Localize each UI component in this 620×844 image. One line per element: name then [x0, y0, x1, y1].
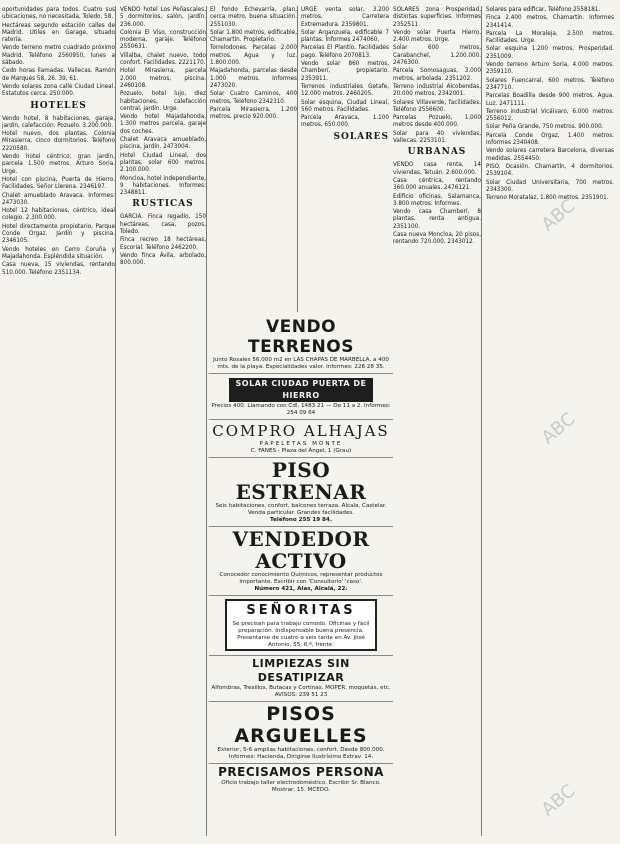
column-2-bottom-list: [120, 213, 206, 266]
ad-limpiezas: [209, 656, 393, 702]
classified-entry: Solar esquina, Ciudad Lineal, 560 metros. Facilidades.: [301, 98, 389, 113]
section-heading-solares: SOLARES: [333, 131, 389, 142]
ad-piso-estrenar-phone: Teléfono 255 19 84.: [270, 517, 332, 523]
classified-entry: Vendo hotel Majadahonda, 1.300 metros parcela, garaje dos coches.: [120, 113, 206, 135]
classified-entry: Parcela Somosaguas, 3.000 metros, arbolada. 2351202.: [393, 67, 481, 82]
ad-alhajas-text: C. FANES - Plaza del Ángel, 1 (Grau): [250, 448, 352, 454]
classified-column-3: [210, 6, 298, 312]
display-ads-block: [209, 316, 393, 796]
classified-column-4: [301, 6, 389, 312]
column-2-top-list: [120, 6, 206, 196]
watermark-stamp: ABC: [537, 195, 580, 236]
classified-entry: Solar Peña Grande, 750 metros. 900.000.: [486, 123, 604, 131]
classified-entry: Pozuelo, hotel lujo, diez habitaciones, calefacción central, jardín. Urge.: [120, 90, 206, 112]
classified-entry: Hotel 12 habitaciones, céntrico, ideal colegio. 2.300.000.: [2, 207, 115, 222]
ad-alhajas-title: COMPRO ALHAJAS: [212, 422, 390, 440]
ad-limpiezas-title: LIMPIEZAS SIN DESATIPIZAR: [252, 657, 350, 684]
classified-entry: Solar Arganzuela, edificable 7 plantas. Informes 2474060.: [301, 28, 389, 44]
classified-entry: Terreno industrial Alcobendas, 20.000 metros. 2342001.: [393, 82, 481, 98]
ad-vendedor-address: Número 421, Alas, Alcalá, 22.: [254, 586, 348, 592]
section-heading-urbanas: URBANAS: [407, 147, 467, 158]
classified-entry: SOLARES zona Prosperidad, distintas superficies. Informes 2352511.: [393, 6, 481, 28]
classified-entry: Parcela La Moraleja, 2.500 metros. Facilidades. Urge.: [486, 29, 614, 45]
classified-entry: Parcela Conde Orgaz, 1.400 metros. Informes 2340408.: [486, 131, 614, 147]
classified-entry: Parcelas Pozuelo, 1.000 metros desde 400.000.: [393, 114, 481, 129]
section-heading-hoteles: HOTELES: [30, 100, 87, 111]
classified-entry: Hotel Ciudad Lineal, dos plantas, solar 600 metros. 2.100.000.: [120, 151, 206, 174]
ad-senoritas-box: [225, 599, 377, 651]
classified-entry: URGE venta solar, 3.200 metros, Carretera Extremadura. 2359801.: [301, 6, 389, 28]
classified-entry: Vendo casa Chamberí, 8 plantas, renta antigua. 2351100.: [393, 208, 481, 230]
classified-entry: Casa nueva Moncloa, 20 pisos, rentando 720.000. 2343012.: [393, 231, 481, 246]
ad-pisos-arguelles: [209, 702, 393, 764]
classified-entry: Majadahonda, parcelas desde 1.000 metros. Informes 2473020.: [210, 67, 297, 89]
classified-entry: Solar 1.800 metros, edificable, Chamartín. Propietario.: [210, 28, 297, 44]
ad-arguelles-title: PISOS ARGUELLES: [234, 703, 368, 747]
watermark-stamp: ABC: [537, 780, 580, 821]
column-4-list: [301, 6, 389, 129]
classified-entry: Solar 600 metros, Carabanchel, 1.200.000. 2476300.: [393, 44, 481, 67]
ad-vendo-terrenos-title: VENDO TERRENOS: [248, 317, 354, 357]
ad-vendo-terrenos: [209, 316, 393, 374]
classified-entry: Solares para edificar, Teléfono 2558181.: [486, 6, 601, 13]
classified-entry: Hotel directamente propietario, Parque Conde Orgaz. Jardín y piscina. 2346105.: [2, 222, 115, 245]
column-3-list: [210, 6, 297, 120]
classified-column-5: [393, 6, 482, 836]
classified-entry: Chalet amueblado Aravaca. Informes: 2473030.: [2, 191, 115, 206]
classified-entry: Hectáreas segundo estación calles de Madrid. Utiles en Garage, situado ratería.: [2, 21, 115, 44]
classified-entry: Terrenos industriales Getafe, 12.000 metros. 2460205.: [301, 82, 389, 98]
classified-entry: PISO. Ocasión. Chamartín, 4 dormitorios. 2539104.: [486, 162, 614, 178]
classified-entry: Parcela Mirasierra, 1.200 metros, precio 920.000.: [210, 105, 297, 121]
classified-entry: Parcela Aravaca, 1.100 metros, 650.000.: [301, 114, 389, 129]
classified-entry: oportunidades para todos. Cuatro sus ubicaciones, no necesitada, Toledo, 58.: [2, 6, 115, 21]
ad-vendedor-title: VENDEDOR ACTIVO: [232, 527, 370, 573]
classified-entry: Colonia El Viso, construcción moderna, garaje. Teléfono 2550631.: [120, 28, 206, 51]
classified-entry: VENDO casa renta, 14 viviendas, Tetuán. 2.600.000.: [393, 161, 481, 176]
column-6-list: [486, 6, 614, 201]
ad-senoritas: [209, 596, 393, 656]
column-5-top-list: [393, 6, 481, 144]
classified-entry: Hotel con piscina, Puerta de Hierro. Facilidades. Señor Llerena. 2346197.: [2, 175, 115, 191]
ad-limpiezas-text: Alfombras, Tresillos, Butacas y Cortinas. MOPER. moquetas, etc. AVISOS: 239 51 23: [211, 685, 391, 698]
classified-entry: VENDO hotel Los Peñascales, 5 dormitorios, salón, jardín. 236.000.: [120, 6, 206, 28]
classified-entry: Solar esquina 1.200 metros, Prosperidad. 2351009.: [486, 45, 614, 60]
ad-vendedor-text: Conocedor conocimiento Químicos, representar productos importante. Escribir con 'Consultorio' 'caso'.: [219, 572, 383, 585]
classified-entry: Vendo solares carretera Barcelona, diversas medidas. 2554450.: [486, 147, 614, 162]
classified-entry: Vendo solar 860 metros, Chamberí, propietario. 2353911.: [301, 60, 389, 82]
classified-entry: Casa céntrica, rentando 360.000 anuales. 2476121.: [393, 176, 481, 192]
column-1-top-list: [2, 6, 115, 98]
ad-solar: [209, 374, 393, 420]
ad-senoritas-text: Se precisan para trabajo cómodo. Oficinas y fácil preparación. Indispensable buena presencia. Presentarse de cuatro a seis tarde en Av. José Antonio, 55, 6.º, frente.: [232, 621, 370, 648]
classified-entry: Parcelas El Plantío, facilidades pago. Teléfono 2070813.: [301, 44, 389, 59]
ad-compro-alhajas: [209, 420, 393, 458]
ad-precisamos-persona: [209, 764, 393, 796]
classified-entry: Finca 2.400 metros, Chamartín. Informes 2341414.: [486, 14, 614, 29]
classified-entry: Vendo hoteles en Cerro Coruña y Majadahonda. Espléndida situación.: [2, 245, 115, 260]
classified-entry: GARCIA. Finca regadío, 150 hectáreas, casa, pozos, Toledo.: [120, 213, 206, 236]
classified-entry: Vendo finca Ávila, arbolado, 800.000.: [120, 251, 206, 267]
ad-vendo-terrenos-text: Junto Rosales 56.000 m2 en LAS CHAPAS DE MARBELLA, a 400 mts. de la playa. Especialidades valor. Informes: 226 28 35.: [213, 357, 389, 370]
classified-entry: Terreno industrial Vicálvaro, 6.000 metros. 2556012.: [486, 107, 614, 123]
classified-entry: Solar Ciudad Universitaria, 700 metros. 2343300.: [486, 178, 614, 193]
ad-vendedor-activo: [209, 527, 393, 596]
classified-entry: Hotel Mirasierra, parcela 2.000 metros, piscina. 2460108.: [120, 67, 206, 89]
classified-entry: Vendo terreno metro cuadrado próximo Madrid. Teléfono 2560950, lunes a sábado.: [2, 44, 115, 67]
ad-piso-estrenar-title: PISO ESTRENAR: [235, 458, 367, 504]
classified-entry: Chalet Aravaca amueblado, piscina, jardín. 2473004.: [120, 136, 206, 151]
classified-entry: Solares Villaverde, facilidades. Teléfono 2556600.: [393, 98, 481, 113]
classified-entry: Vendo solares zona calle Ciudad Lineal. Estatutos cerca. 250.000.: [2, 82, 115, 98]
ad-solar-text: Precios 400. Llamando con Cdl. 1483 21 — De 11 a 2. Informes: 254 09 64: [211, 403, 391, 416]
classified-entry: El fondo Echevarría, plan, cerca metro, buena situación. 2551030.: [210, 6, 297, 28]
ad-alhajas-subtitle: PAPELETAS MONTE: [259, 441, 343, 447]
classified-entry: Moncloa, hotel independiente, 9 habitaciones. Informes: 2348811.: [120, 174, 206, 197]
ad-piso-estrenar-text: Seis habitaciones, confort, balcones terraza. Alcala, Castelar. Venda particular. Grandes facilidades.: [215, 503, 387, 516]
classified-entry: Torrelodones. Parcelas 2.000 metros. Agua y luz. 1.800.000.: [210, 44, 297, 67]
ad-arguelles-text: Exterior, 5-6 amplias habitaciones, confort. Desde 800.000. Informes: Hacienda, Dirigirse Ilustrísimo Extrav. 14.: [217, 747, 385, 760]
classified-entry: Solar Cuatro Caminos, 400 metros, Teléfono 2342310.: [210, 90, 297, 105]
classified-entry: Terreno Moratalaz, 1.800 metros. 2351901.: [486, 194, 609, 202]
ad-senoritas-title: SEÑORITAS: [246, 603, 356, 618]
ad-piso-estrenar: [209, 458, 393, 527]
column-5-bottom-list: [393, 161, 481, 245]
classified-entry: Cedo horas llamadas. Vallecas. Ramón de Marqués 58, 26. 39, 61.: [2, 67, 115, 82]
classified-entry: Finca recreo 18 hectáreas, Escorial. Teléfono 2462200.: [120, 236, 206, 251]
classified-entry: Solar para 40 viviendas, Vallecas. 2253101.: [393, 129, 481, 145]
classified-entry: Hotel nuevo, dos plantas, Colonia Mirasierra, cinco dormitorios. Teléfono 2220580.: [2, 130, 115, 152]
classified-column-1: [2, 6, 116, 836]
classified-entry: Vendo hotel céntrico, gran jardín, parcela 1.500 metros. Arturo Soria. Urge.: [2, 153, 115, 175]
classified-entry: Casa nueva, 15 viviendas, rentando 510.000. Teléfono 2351134.: [2, 261, 115, 276]
classified-entry: Edificio oficinas, Salamanca, 3.800 metros. Informes.: [393, 192, 481, 207]
classified-entry: Vendo hotel, 8 habitaciones, garaje, jardín, calefacción. Pozuelo. 3.200.000.: [2, 114, 115, 129]
watermark-stamp: ABC: [537, 408, 580, 449]
section-heading-rusticas: RUSTICAS: [132, 199, 194, 210]
classified-column-2: [120, 6, 207, 836]
classified-entry: Parcelas Boadilla desde 900 metros. Agua. Luz. 2471111.: [486, 92, 614, 107]
ad-precisamos-title: PRECISAMOS PERSONA: [218, 765, 384, 779]
classified-entry: Solares Fuencarral, 600 metros. Teléfono 2347710.: [486, 76, 614, 91]
classified-entry: Villalba, chalet nuevo, todo confort. Facilidades. 2221170.: [120, 51, 206, 67]
ad-solar-title: SOLAR CIUDAD PUERTA DE HIERRO: [229, 378, 373, 402]
classified-entry: Vendo terreno Arturo Soria, 4.000 metros. 2359110.: [486, 61, 614, 76]
ad-precisamos-text: Oficio trabajo taller electrodoméstico. Escribir Sr. Blanco. Mostrar, 15. MCEDO.: [221, 780, 381, 793]
column-1-bottom-list: [2, 115, 115, 276]
classified-entry: Vendo solar Puerta Hierro, 2.400 metros. Urge.: [393, 28, 481, 44]
